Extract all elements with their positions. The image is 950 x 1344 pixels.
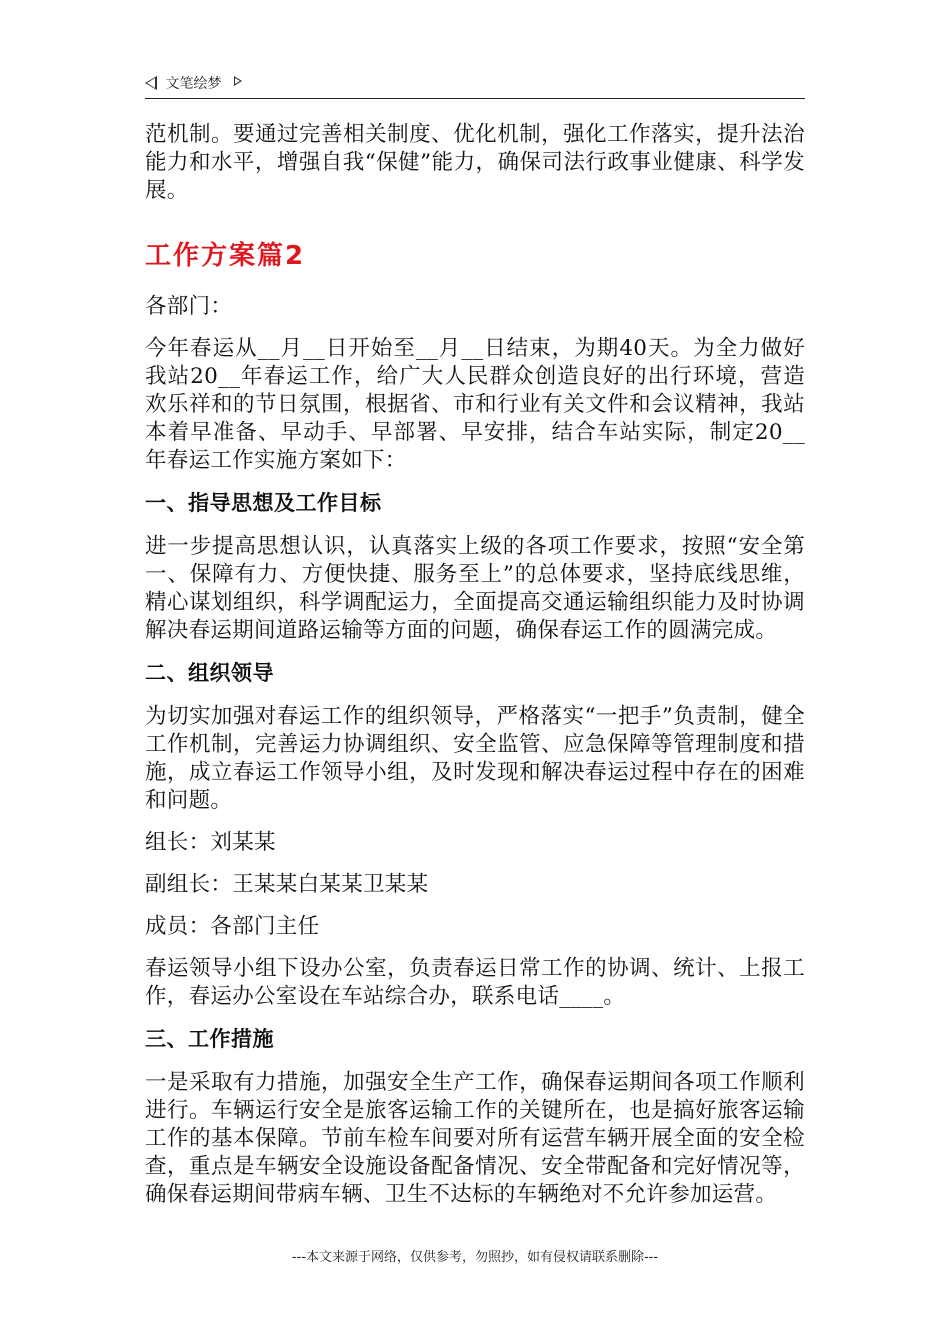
opening-paragraph: 今年春运从__月__日开始至__月__日结束，为期40天。为全力做好我站20__年春运工作，给广大人民群众创造良好的出行环境，营造欢乐祥和的节日氛围，根据省、市和行业有关文件和会议精神，我站本着早准备、早动手、早部署、早安排，结合车站实际，制定20__年春运工作实施方案如下： <box>145 336 805 473</box>
paragraph-measures: 一是采取有力措施，加强安全生产工作，确保春运期间各项工作顺利进行。车辆运行安全是旅客运输工作的关键所在，也是搞好旅客运输工作的基本保障。节前车检车间要对所有运营车辆开展全面的安全检查，重点是车辆安全设施设备配备情况、安全带配备和完好情况等，确保春运期间带病车辆、卫生不达标的车辆绝对不允许参加运营。 <box>145 1070 805 1207</box>
paragraph-organization: 为切实加强对春运工作的组织领导，严格落实“一把手”负责制，健全工作机制，完善运力协调组织、安全监管、应急保障等管理制度和措施，成立春运工作领导小组，及时发现和解决春运过程中存在的困难和问题。 <box>145 704 805 813</box>
heading-organization: 二、组织领导 <box>145 661 274 685</box>
header-brand: 文笔绘梦 <box>165 76 222 92</box>
deputy-line: 副组长：王某某白某某卫某某 <box>145 872 429 897</box>
page-header <box>145 72 805 99</box>
office-paragraph: 春运领导小组下设办公室，负责春运日常工作的协调、统计、上报工作，春运办公室设在车站综合办，联系电话____。 <box>145 956 805 1009</box>
heading-guiding-ideas: 一、指导思想及工作目标 <box>145 491 382 515</box>
triangle-left-icon <box>145 76 157 90</box>
document-body <box>145 121 805 1223</box>
triangle-right-icon <box>234 76 242 86</box>
salutation: 各部门： <box>145 294 233 319</box>
paragraph-guiding-ideas: 进一步提高思想认识，认真落实上级的各项工作要求，按照“安全第一、保障有力、方便快捷、服务至上”的总体要求，坚持底线思维，精心谋划组织，科学调配运力，全面提高交通运输组织能力及时协调解决春运期间道路运输等方面的问题，确保春运工作的圆满完成。 <box>145 534 805 643</box>
members-line: 成员：各部门主任 <box>145 914 320 939</box>
section-title: 工作方案篇2 <box>145 241 306 271</box>
document-page <box>145 0 805 1344</box>
footer-notice: ---本文来源于网络，仅供参考，勿照抄，如有侵权请联系删除--- <box>291 1250 659 1265</box>
intro-continuation: 范机制。要通过完善相关制度、优化机制，强化工作落实，提升法治能力和水平，增强自我“保健”能力，确保司法行政事业健康、科学发展。 <box>145 122 805 203</box>
heading-measures: 三、工作措施 <box>145 1027 274 1051</box>
leader-line: 组长：刘某某 <box>145 830 276 855</box>
